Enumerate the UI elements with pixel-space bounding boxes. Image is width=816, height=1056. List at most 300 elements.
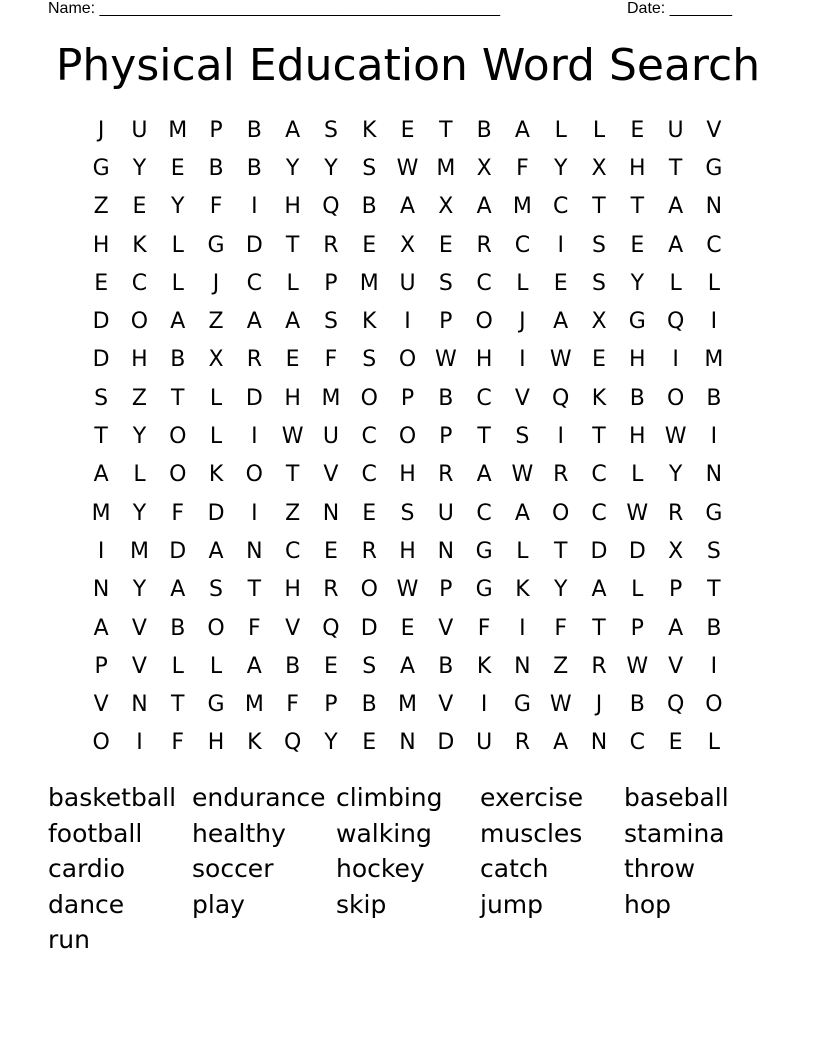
grid-cell[interactable]: E bbox=[400, 117, 415, 143]
grid-cell[interactable]: I bbox=[251, 424, 258, 450]
grid-cell[interactable]: O bbox=[360, 577, 378, 603]
grid-cell[interactable]: S bbox=[592, 232, 606, 258]
grid-cell[interactable]: S bbox=[400, 500, 415, 526]
grid-cell[interactable]: Z bbox=[208, 309, 224, 335]
grid-cell[interactable]: H bbox=[207, 730, 225, 756]
grid-cell[interactable]: W bbox=[281, 424, 304, 450]
grid-cell[interactable]: E bbox=[362, 730, 377, 756]
grid-cell[interactable]: J bbox=[97, 117, 105, 143]
grid-cell[interactable]: F bbox=[171, 500, 185, 526]
grid-cell[interactable]: W bbox=[396, 155, 419, 181]
grid-cell[interactable]: N bbox=[131, 692, 148, 718]
grid-cell[interactable]: A bbox=[514, 500, 530, 526]
grid-cell[interactable]: G bbox=[475, 538, 493, 564]
grid-cell[interactable]: A bbox=[246, 309, 262, 335]
grid-cell[interactable]: A bbox=[285, 117, 301, 143]
grid-cell[interactable]: N bbox=[437, 538, 455, 564]
grid-cell[interactable]: E bbox=[362, 500, 377, 526]
grid-cell[interactable]: S bbox=[438, 270, 453, 296]
grid-cell[interactable]: S bbox=[706, 538, 721, 564]
grid-cell[interactable]: W bbox=[664, 424, 687, 450]
grid-cell[interactable]: A bbox=[668, 232, 684, 258]
grid-cell[interactable]: L bbox=[669, 270, 682, 296]
word-list-item: climbing bbox=[336, 783, 443, 812]
grid-cell[interactable]: H bbox=[92, 232, 110, 258]
grid-cell[interactable]: O bbox=[475, 309, 493, 335]
grid-cell[interactable]: P bbox=[439, 309, 453, 335]
grid-cell[interactable]: N bbox=[399, 730, 416, 756]
grid-cell[interactable]: Q bbox=[283, 730, 302, 756]
grid-cell[interactable]: S bbox=[592, 270, 606, 296]
grid-cell[interactable]: E bbox=[438, 232, 453, 258]
word-list-item: throw bbox=[624, 854, 696, 883]
grid-cell[interactable]: E bbox=[94, 270, 109, 296]
grid-cell[interactable]: G bbox=[705, 155, 723, 181]
grid-cell[interactable]: N bbox=[514, 653, 531, 679]
header-row bbox=[48, 0, 740, 20]
grid-cell[interactable]: T bbox=[592, 424, 606, 450]
grid-cell[interactable]: J bbox=[212, 270, 220, 296]
grid-cell[interactable]: V bbox=[285, 615, 301, 641]
name-field: Name: _____________________________________________ bbox=[48, 0, 500, 17]
grid-cell[interactable]: M bbox=[129, 538, 149, 564]
grid-cell[interactable]: I bbox=[672, 347, 679, 373]
grid-cell[interactable]: X bbox=[399, 232, 416, 258]
grid-cell[interactable]: A bbox=[514, 117, 530, 143]
grid-cell[interactable]: A bbox=[399, 194, 416, 220]
grid-cell[interactable]: A bbox=[553, 730, 569, 756]
grid-cell[interactable]: N bbox=[590, 730, 608, 756]
grid-cell[interactable]: I bbox=[97, 538, 105, 564]
grid-cell[interactable]: O bbox=[398, 424, 417, 450]
grid-cell[interactable]: R bbox=[438, 462, 454, 488]
grid-cell[interactable]: C bbox=[361, 462, 377, 488]
grid-cell[interactable]: V bbox=[438, 615, 454, 641]
grid-cell[interactable]: V bbox=[323, 462, 339, 488]
grid-cell[interactable]: G bbox=[705, 500, 723, 526]
grid-cell[interactable]: R bbox=[246, 347, 262, 373]
grid-cell[interactable]: M bbox=[512, 194, 532, 220]
grid-cell[interactable]: C bbox=[284, 538, 301, 564]
grid-cell[interactable]: A bbox=[246, 653, 262, 679]
grid-cell[interactable]: X bbox=[668, 538, 684, 564]
grid-cell[interactable]: T bbox=[285, 462, 300, 488]
grid-cell[interactable]: I bbox=[136, 730, 143, 756]
grid-cell[interactable]: Y bbox=[630, 270, 645, 296]
grid-cell[interactable]: I bbox=[404, 309, 411, 335]
grid-cell[interactable]: U bbox=[399, 270, 416, 296]
grid-cell[interactable]: Z bbox=[553, 653, 569, 679]
grid-cell[interactable]: L bbox=[133, 462, 146, 488]
grid-cell[interactable]: I bbox=[710, 424, 718, 450]
grid-cell[interactable]: V bbox=[93, 692, 109, 718]
grid-cell[interactable]: B bbox=[706, 385, 722, 411]
grid-cell[interactable]: K bbox=[132, 232, 147, 258]
grid-cell[interactable]: P bbox=[209, 117, 223, 143]
grid-cell[interactable]: U bbox=[131, 117, 148, 143]
grid-cell[interactable]: B bbox=[246, 117, 262, 143]
grid-cell[interactable]: A bbox=[170, 309, 186, 335]
grid-cell[interactable]: Y bbox=[553, 577, 568, 603]
grid-cell[interactable]: L bbox=[592, 117, 606, 143]
grid-cell[interactable]: M bbox=[398, 692, 418, 718]
grid-cell[interactable]: B bbox=[170, 347, 186, 373]
grid-cell[interactable]: E bbox=[668, 730, 683, 756]
grid-cell[interactable]: D bbox=[92, 309, 110, 335]
grid-cell[interactable]: Y bbox=[668, 462, 683, 488]
grid-cell[interactable]: R bbox=[476, 232, 492, 258]
grid-cell[interactable]: K bbox=[208, 462, 224, 488]
grid-cell[interactable]: O bbox=[705, 692, 723, 718]
grid-cell[interactable]: Y bbox=[132, 500, 147, 526]
grid-cell[interactable]: T bbox=[668, 155, 683, 181]
grid-cell[interactable]: T bbox=[630, 194, 645, 220]
grid-cell[interactable]: L bbox=[171, 653, 184, 679]
grid-cell[interactable]: X bbox=[591, 155, 607, 181]
grid-cell[interactable]: N bbox=[322, 500, 340, 526]
grid-cell[interactable]: A bbox=[668, 194, 684, 220]
grid-cell[interactable]: Q bbox=[322, 194, 340, 220]
grid-cell[interactable]: E bbox=[170, 155, 185, 181]
grid-cell[interactable]: M bbox=[704, 347, 724, 373]
grid-cell[interactable]: N bbox=[92, 577, 110, 603]
grid-cell[interactable]: F bbox=[209, 194, 223, 220]
grid-cell[interactable]: F bbox=[286, 692, 299, 718]
grid-cell[interactable]: I bbox=[557, 424, 564, 450]
grid-cell[interactable]: J bbox=[519, 309, 526, 335]
grid-cell[interactable]: R bbox=[361, 538, 377, 564]
grid-cell[interactable]: E bbox=[553, 270, 568, 296]
grid-cell[interactable]: E bbox=[362, 232, 377, 258]
grid-cell[interactable]: I bbox=[710, 653, 718, 679]
word-list-item: basketball bbox=[48, 783, 177, 812]
grid-cell[interactable]: W bbox=[511, 462, 534, 488]
grid-cell[interactable]: I bbox=[557, 232, 564, 258]
grid-cell[interactable]: T bbox=[285, 232, 300, 258]
grid-cell[interactable]: X bbox=[208, 347, 224, 373]
grid-cell[interactable]: A bbox=[553, 309, 569, 335]
grid-cell[interactable]: L bbox=[171, 232, 184, 258]
grid-cell[interactable]: Y bbox=[324, 155, 338, 181]
grid-cell[interactable]: O bbox=[130, 309, 149, 335]
grid-cell[interactable]: K bbox=[591, 385, 607, 411]
grid-cell[interactable]: T bbox=[171, 692, 185, 718]
grid-cell[interactable]: Y bbox=[285, 155, 300, 181]
grid-cell[interactable]: L bbox=[171, 270, 184, 296]
grid-cell[interactable]: D bbox=[628, 538, 646, 564]
grid-cell[interactable]: C bbox=[553, 194, 569, 220]
grid-cell[interactable]: W bbox=[434, 347, 457, 373]
grid-cell[interactable]: S bbox=[362, 155, 377, 181]
grid-cell[interactable]: V bbox=[668, 653, 684, 679]
grid-cell[interactable]: C bbox=[476, 385, 492, 411]
grid-cell[interactable]: C bbox=[361, 424, 377, 450]
word-list-item: run bbox=[48, 925, 90, 954]
grid-cell[interactable]: A bbox=[591, 577, 607, 603]
grid-cell[interactable]: F bbox=[324, 347, 338, 373]
grid-cell[interactable]: G bbox=[207, 692, 225, 718]
grid-cell[interactable]: W bbox=[396, 577, 419, 603]
grid-cell[interactable]: L bbox=[707, 730, 721, 756]
page-title: Physical Education Word Search bbox=[55, 40, 761, 91]
grid-cell[interactable]: B bbox=[246, 155, 262, 181]
grid-cell[interactable]: I bbox=[710, 309, 718, 335]
grid-cell[interactable]: H bbox=[399, 538, 416, 564]
grid-cell[interactable]: V bbox=[514, 385, 530, 411]
grid-cell[interactable]: S bbox=[515, 424, 530, 450]
grid-cell[interactable]: E bbox=[323, 538, 338, 564]
grid-cell[interactable]: G bbox=[475, 577, 493, 603]
grid-cell[interactable]: H bbox=[475, 347, 493, 373]
grid-cell[interactable]: D bbox=[360, 615, 378, 641]
grid-cell[interactable]: C bbox=[476, 500, 492, 526]
grid-cell[interactable]: B bbox=[285, 653, 301, 679]
grid-cell[interactable]: C bbox=[629, 730, 645, 756]
grid-cell[interactable]: A bbox=[476, 194, 492, 220]
grid-cell[interactable]: P bbox=[668, 577, 683, 603]
grid-cell[interactable]: D bbox=[207, 500, 225, 526]
grid-cell[interactable]: Y bbox=[171, 194, 185, 220]
grid-cell[interactable]: F bbox=[248, 615, 261, 641]
grid-cell[interactable]: V bbox=[131, 615, 147, 641]
grid-cell[interactable]: B bbox=[361, 194, 377, 220]
grid-cell[interactable]: U bbox=[322, 424, 339, 450]
grid-cell[interactable]: L bbox=[554, 117, 567, 143]
grid-cell[interactable]: P bbox=[439, 424, 453, 450]
grid-cell[interactable]: R bbox=[667, 500, 684, 526]
grid-cell[interactable]: E bbox=[592, 347, 606, 373]
grid-cell[interactable]: C bbox=[476, 270, 492, 296]
grid-cell[interactable]: R bbox=[514, 730, 531, 756]
grid-cell[interactable]: A bbox=[170, 577, 186, 603]
grid-cell[interactable]: A bbox=[208, 538, 224, 564]
grid-cell[interactable]: A bbox=[93, 462, 109, 488]
grid-cell[interactable]: K bbox=[476, 653, 492, 679]
grid-cell[interactable]: K bbox=[515, 577, 530, 603]
grid-cell[interactable]: M bbox=[244, 692, 264, 718]
grid-cell[interactable]: H bbox=[629, 155, 646, 181]
grid-cell[interactable]: K bbox=[362, 117, 377, 143]
grid-cell[interactable]: C bbox=[706, 232, 722, 258]
grid-cell[interactable]: F bbox=[477, 615, 491, 641]
grid-cell[interactable]: P bbox=[400, 385, 415, 411]
grid-cell[interactable]: Y bbox=[132, 155, 147, 181]
grid-cell[interactable]: T bbox=[247, 577, 262, 603]
grid-cell[interactable]: F bbox=[171, 730, 185, 756]
grid-cell[interactable]: H bbox=[131, 347, 148, 373]
grid-cell[interactable]: U bbox=[476, 730, 493, 756]
grid-cell[interactable]: V bbox=[131, 653, 147, 679]
grid-cell[interactable]: Z bbox=[131, 385, 147, 411]
grid-cell[interactable]: V bbox=[706, 117, 722, 143]
grid-cell[interactable]: M bbox=[436, 155, 456, 181]
grid-cell[interactable]: G bbox=[513, 692, 531, 718]
grid-cell[interactable]: U bbox=[667, 117, 684, 143]
grid-cell[interactable]: Q bbox=[666, 309, 685, 335]
grid-cell[interactable]: E bbox=[323, 653, 338, 679]
grid-cell[interactable]: W bbox=[626, 500, 649, 526]
grid-cell[interactable]: W bbox=[549, 692, 572, 718]
grid-cell[interactable]: B bbox=[361, 692, 377, 718]
grid-cell[interactable]: D bbox=[92, 347, 110, 373]
grid-cell[interactable]: E bbox=[132, 194, 147, 220]
word-list-item: hockey bbox=[336, 854, 425, 883]
grid-cell[interactable]: P bbox=[439, 577, 453, 603]
grid-cell[interactable]: H bbox=[629, 347, 646, 373]
grid-cell[interactable]: I bbox=[251, 500, 258, 526]
grid-cell[interactable]: B bbox=[438, 385, 454, 411]
grid-cell[interactable]: E bbox=[400, 615, 415, 641]
grid-cell[interactable]: W bbox=[549, 347, 572, 373]
grid-cell[interactable]: L bbox=[286, 270, 299, 296]
grid-cell[interactable]: Q bbox=[666, 692, 685, 718]
grid-cell[interactable]: C bbox=[514, 232, 531, 258]
grid-cell[interactable]: B bbox=[629, 692, 645, 718]
grid-cell[interactable]: S bbox=[323, 309, 338, 335]
grid-cell[interactable]: Q bbox=[552, 385, 570, 411]
grid-cell[interactable]: M bbox=[168, 117, 188, 143]
grid-cell[interactable]: G bbox=[207, 232, 225, 258]
grid-cell[interactable]: T bbox=[94, 424, 108, 450]
grid-cell[interactable]: B bbox=[476, 117, 492, 143]
grid-cell[interactable]: E bbox=[630, 232, 645, 258]
grid-cell[interactable]: Y bbox=[553, 155, 568, 181]
grid-cell[interactable]: I bbox=[519, 615, 526, 641]
grid-cell[interactable]: X bbox=[438, 194, 454, 220]
grid-cell[interactable]: P bbox=[324, 692, 338, 718]
grid-cell[interactable]: P bbox=[94, 653, 108, 679]
grid-cell[interactable]: V bbox=[438, 692, 454, 718]
grid-cell[interactable]: F bbox=[554, 615, 568, 641]
grid-cell[interactable]: P bbox=[324, 270, 338, 296]
grid-cell[interactable]: S bbox=[94, 385, 109, 411]
grid-cell[interactable]: O bbox=[360, 385, 378, 411]
grid-cell[interactable]: I bbox=[480, 692, 488, 718]
grid-cell[interactable]: H bbox=[284, 194, 301, 220]
grid-cell[interactable]: X bbox=[476, 155, 492, 181]
grid-cell[interactable]: P bbox=[630, 615, 644, 641]
grid-cell[interactable]: O bbox=[398, 347, 417, 373]
grid-cell[interactable]: B bbox=[438, 653, 454, 679]
grid-cell[interactable]: D bbox=[437, 730, 455, 756]
grid-cell[interactable]: M bbox=[359, 270, 379, 296]
grid-cell[interactable]: O bbox=[666, 385, 685, 411]
grid-cell[interactable]: S bbox=[362, 347, 377, 373]
word-list-item: skip bbox=[336, 889, 387, 919]
grid-cell[interactable]: O bbox=[169, 424, 187, 450]
grid-cell[interactable]: A bbox=[668, 615, 684, 641]
grid-cell[interactable]: C bbox=[131, 270, 148, 296]
grid-cell[interactable]: W bbox=[626, 653, 649, 679]
grid-cell[interactable]: T bbox=[477, 424, 491, 450]
grid-cell[interactable]: C bbox=[591, 500, 607, 526]
grid-cell[interactable]: Q bbox=[322, 615, 340, 641]
grid-cell[interactable]: T bbox=[592, 615, 606, 641]
grid-cell[interactable]: L bbox=[631, 462, 644, 488]
grid-cell[interactable]: Z bbox=[93, 194, 109, 220]
grid-cell[interactable]: C bbox=[246, 270, 263, 296]
grid-cell[interactable]: D bbox=[590, 538, 608, 564]
grid-cell[interactable]: E bbox=[285, 347, 300, 373]
grid-cell[interactable]: L bbox=[516, 538, 529, 564]
grid-cell[interactable]: S bbox=[209, 577, 224, 603]
grid-cell[interactable]: H bbox=[284, 577, 301, 603]
grid-cell[interactable]: C bbox=[591, 462, 607, 488]
grid-cell[interactable]: J bbox=[595, 692, 603, 718]
grid-cell[interactable]: T bbox=[553, 538, 568, 564]
grid-cell[interactable]: T bbox=[439, 117, 453, 143]
grid-cell[interactable]: Z bbox=[285, 500, 301, 526]
grid-cell[interactable]: N bbox=[246, 538, 263, 564]
grid-cell[interactable]: B bbox=[170, 615, 186, 641]
grid-cell[interactable]: F bbox=[516, 155, 529, 181]
grid-cell[interactable]: N bbox=[705, 194, 723, 220]
grid-cell[interactable]: G bbox=[628, 309, 646, 335]
grid-cell[interactable]: H bbox=[629, 424, 646, 450]
grid-cell[interactable]: H bbox=[399, 462, 416, 488]
grid-cell[interactable]: R bbox=[323, 232, 339, 258]
grid-cell[interactable]: B bbox=[208, 155, 224, 181]
grid-cell[interactable]: K bbox=[247, 730, 262, 756]
grid-cell[interactable]: D bbox=[245, 385, 263, 411]
grid-cell[interactable]: K bbox=[362, 309, 377, 335]
grid-cell[interactable]: Y bbox=[324, 730, 338, 756]
grid-cell[interactable]: L bbox=[707, 270, 721, 296]
grid-cell[interactable]: O bbox=[169, 462, 187, 488]
grid-cell[interactable]: D bbox=[245, 232, 263, 258]
grid-cell[interactable]: Y bbox=[132, 424, 147, 450]
word-list-item: muscles bbox=[480, 818, 583, 848]
grid-cell[interactable]: U bbox=[437, 500, 454, 526]
grid-cell[interactable]: M bbox=[91, 500, 111, 526]
grid-cell[interactable]: O bbox=[552, 500, 570, 526]
grid-cell[interactable]: M bbox=[321, 385, 341, 411]
grid-cell[interactable]: I bbox=[251, 194, 258, 220]
grid-cell[interactable]: L bbox=[631, 577, 644, 603]
grid-cell[interactable]: S bbox=[323, 117, 338, 143]
grid-cell[interactable]: G bbox=[92, 155, 110, 181]
grid-cell[interactable]: A bbox=[399, 653, 416, 679]
grid-cell[interactable]: T bbox=[171, 385, 185, 411]
grid-cell[interactable]: L bbox=[209, 385, 223, 411]
grid-cell[interactable]: L bbox=[516, 270, 529, 296]
grid-cell[interactable]: A bbox=[476, 462, 492, 488]
grid-cell[interactable]: L bbox=[209, 424, 223, 450]
grid-cell[interactable]: E bbox=[630, 117, 645, 143]
grid-cell[interactable]: A bbox=[93, 615, 109, 641]
grid-cell[interactable]: A bbox=[285, 309, 301, 335]
grid-cell[interactable]: R bbox=[553, 462, 569, 488]
grid-cell[interactable]: L bbox=[209, 653, 223, 679]
word-list-item: healthy bbox=[192, 818, 286, 848]
grid-cell[interactable]: N bbox=[705, 462, 723, 488]
grid-cell[interactable]: B bbox=[629, 385, 645, 411]
grid-cell[interactable]: S bbox=[362, 653, 377, 679]
grid-cell[interactable]: I bbox=[519, 347, 526, 373]
grid-cell[interactable]: T bbox=[592, 194, 606, 220]
grid-cell[interactable]: B bbox=[706, 615, 722, 641]
grid-cell[interactable]: T bbox=[707, 577, 721, 603]
grid-cell[interactable]: H bbox=[284, 385, 301, 411]
grid-cell[interactable]: D bbox=[169, 538, 187, 564]
grid-cell[interactable]: X bbox=[591, 309, 607, 335]
grid-cell[interactable]: R bbox=[323, 577, 339, 603]
grid-cell[interactable]: O bbox=[207, 615, 225, 641]
grid-cell[interactable]: R bbox=[591, 653, 607, 679]
grid-cell[interactable]: Y bbox=[132, 577, 147, 603]
grid-cell[interactable]: O bbox=[92, 730, 110, 756]
grid-cell[interactable]: O bbox=[245, 462, 263, 488]
